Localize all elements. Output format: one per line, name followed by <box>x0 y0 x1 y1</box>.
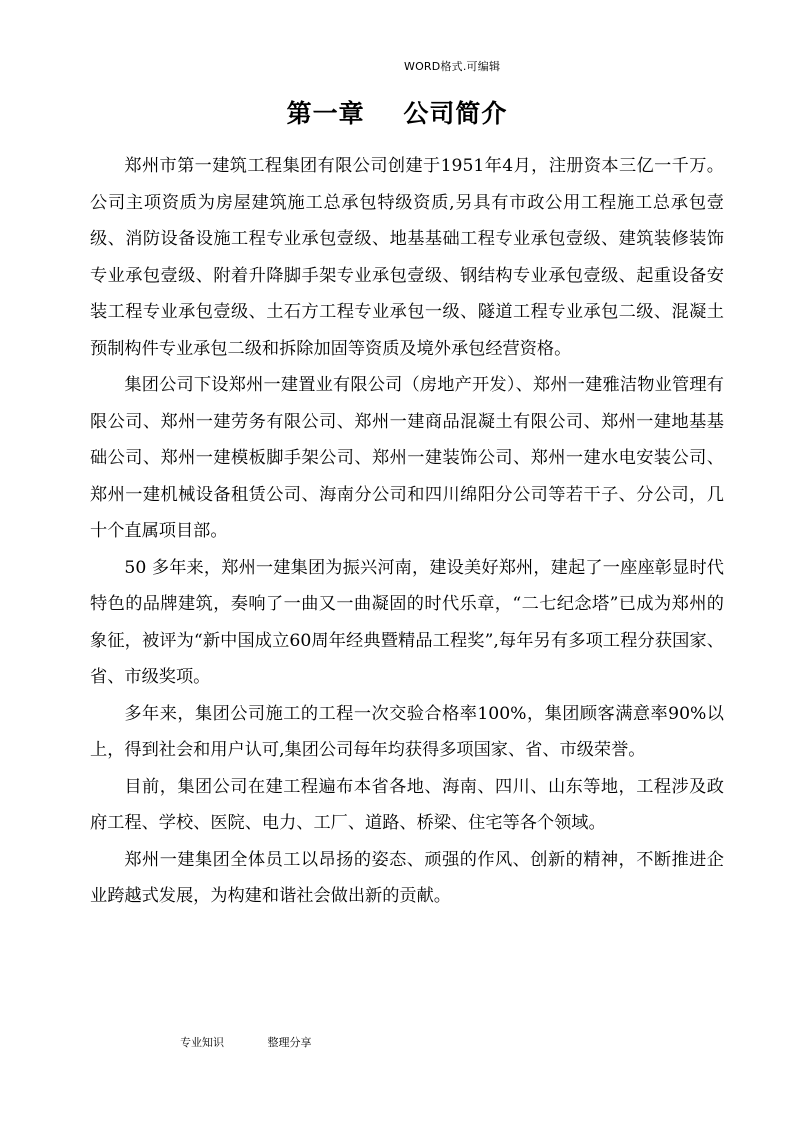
paragraph-subsidiaries: 集团公司下设郑州一建置业有限公司（房地产开发）、郑州一建雅洁物业管理有限公司、郑州一建劳务有限公司、郑州一建商品混凝土有限公司、郑州一建地基基础公司、郑州一建模板脚手架公司、郑州一建装饰公司、郑州一建水电安装公司、郑州一建机械设备租赁公司、海南分公司和四川绵阳分公司等若干子、分公司，几十个直属项目部。 <box>90 375 724 541</box>
document-body <box>90 148 724 915</box>
paragraph-history: 50 多年来，郑州一建集团为振兴河南，建设美好郑州，建起了一座座彰显时代特色的品牌建筑，奏响了一曲又一曲凝固的时代乐章，“二七纪念塔”已成为郑州的象征，被评为“新中国成立60周年经典暨精品工程奖”,每年另有多项工程分获国家、省、市级奖项。 <box>90 557 724 687</box>
page-header: WORD格式.可编辑 <box>404 60 501 73</box>
paragraph-mission: 郑州一建集团全体员工以昂扬的姿态、顽强的作风、创新的精神，不断推进企业跨越式发展，为构建和谐社会做出新的贡献。 <box>90 849 724 906</box>
paragraph-company-founding: 郑州市第一建筑工程集团有限公司创建于1951年4月，注册资本三亿一千万。 公司主项资质为房屋建筑施工总承包特级资质,另具有市政公用工程施工总承包壹级、消防设备设施工程专业承包壹级、地基基础工程专业承包壹级、建筑装修装饰专业承包壹级、附着升降脚手架专业承包壹级、钢结构专业承包壹级、起重设备安装工程专业承包壹级、土石方工程专业承包一级、隧道工程专业承包二级、混凝土预制构件专业承包二级和拆除加固等资质及境外承包经营资格。 <box>90 156 724 359</box>
paragraph-projects: 目前，集团公司在建工程遍布本省各地、海南、四川、山东等地，工程涉及政府工程、学校、医院、电力、工厂、道路、桥梁、住宅等各个领域。 <box>90 776 724 833</box>
page-footer <box>180 1034 312 1050</box>
paragraph-quality: 多年来，集团公司施工的工程一次交验合格率100%，集团顾客满意率90%以上，得到社会和用户认可,集团公司每年均获得多项国家、省、市级荣誉。 <box>90 703 724 760</box>
chapter-title: 第一章 公司简介 <box>286 99 508 128</box>
footer-right-text: 整理分享 <box>267 1036 312 1049</box>
footer-left-text: 专业知识 <box>180 1036 224 1049</box>
